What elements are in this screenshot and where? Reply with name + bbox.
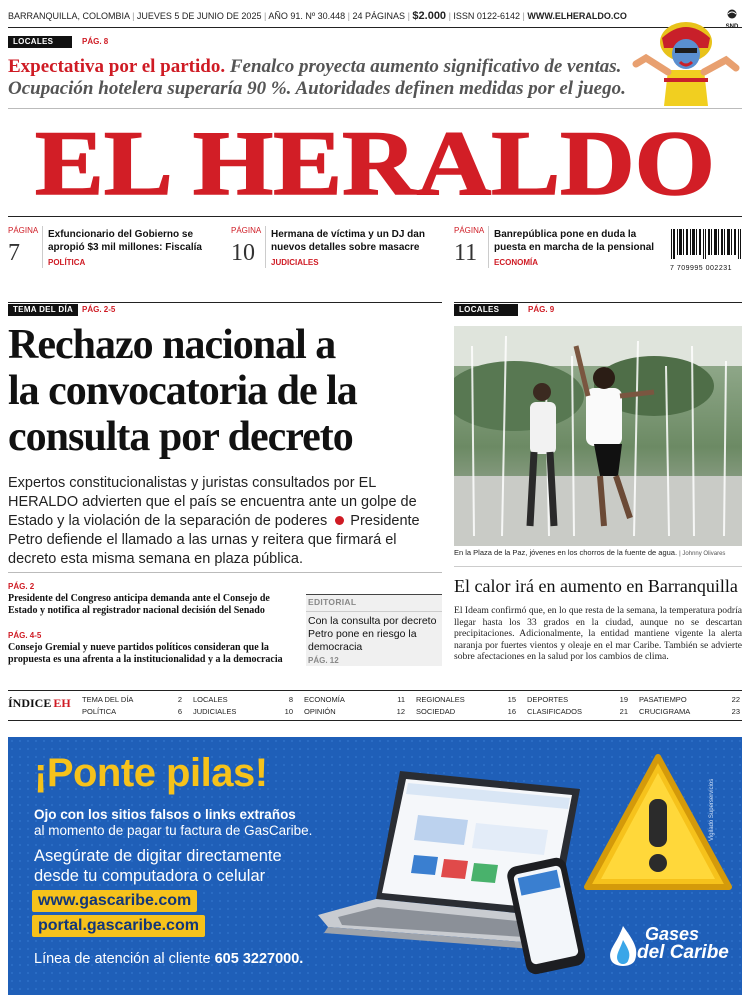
issn: ISSN 0122-6142 [453,11,520,21]
index-item[interactable] [527,707,628,717]
top-story-lead-rest: Fenalco proyecta aumento significativo de ventas. [225,56,622,77]
newspaper-logo[interactable] [8,118,742,206]
brand-line-1: Gases [645,924,700,944]
teaser-divider [265,226,266,268]
teaser-3-page: 11 [454,240,478,266]
teaser-2-label: PÁGINA [231,226,262,235]
teaser-divider [488,226,489,268]
side-item-2-text[interactable]: Consejo Gremial y nueve partidos políticos consideran que la propuesta es una afrenta a la institucionalidad y a la democracia [8,642,283,665]
index-title [8,695,71,711]
locales-rule [454,302,742,303]
main-headline-line-3: consulta por decreto [8,414,353,460]
index-item-page: 23 [731,707,740,716]
index-item-page: 21 [619,707,628,716]
price: $2.000 [412,10,447,22]
index-item-name: REGIONALES [416,695,465,704]
ad-headline: ¡Ponte pilas! [34,751,268,795]
ad-line-3: Asegúrate de digitar directamente [34,847,282,865]
index-item[interactable] [82,695,182,705]
editorial-box[interactable] [306,594,442,666]
index-item-page: 16 [507,707,516,716]
index-item[interactable] [193,695,293,705]
teaser-1-page: 7 [8,240,20,266]
bullet-icon [335,516,344,525]
ad-url-2[interactable]: portal.gascaribe.com [32,915,205,937]
index-item-name: OPINIÓN [304,707,336,716]
teaser-1-section: POLÍTICA [48,258,86,267]
laptop-phone-illustration [318,765,608,975]
main-headline-line-1: Rechazo nacional a [8,322,336,368]
website[interactable]: WWW.ELHERALDO.CO [527,11,627,21]
ad-line-1: Ojo con los sitios falsos o links extraños [34,807,296,822]
page-count: 24 PÁGINAS [352,11,406,21]
index-item[interactable] [639,707,740,717]
mascot-illustration [628,18,742,110]
teaser-2-page: 10 [231,240,255,266]
index-item-page: 6 [177,707,182,716]
index-item-name: DEPORTES [527,695,569,704]
main-headline[interactable] [8,322,448,460]
logo-text: EL HERALDO [35,118,715,206]
side-item-1-text[interactable]: Presidente del Congreso anticipa demanda ante el Consejo de Estado y notifica al registrador nacional decisión del Senado [8,593,270,616]
top-story-line-2[interactable]: Ocupación hotelera superaría 90 %. Autoridades definen medidas por el juego. [8,78,626,99]
ad-contact-label: Línea de atención al cliente [34,951,211,967]
brand-line-2: del Caribe [637,942,729,963]
index-item-name: SOCIEDAD [416,707,456,716]
teaser-3-text: Banrepública pone en duda la puesta en marcha de la pensional [494,229,655,253]
index-item-page: 19 [619,695,628,704]
photo-credit: | Johnny Olivares [679,551,726,557]
editorial-label: EDITORIAL [308,597,357,607]
index-item-page: 12 [396,707,405,716]
date: JUEVES 5 DE JUNIO DE 2025 [136,11,262,21]
index-title-text: ÍNDICE [8,696,52,710]
side-item-1-page: PÁG. 2 [8,582,35,591]
section-tag-locales-top: LOCALES [8,36,72,48]
logo-rule [8,216,742,217]
ad-line-4: desde tu computadora o celular [34,867,266,885]
index-item-name: CLASIFICADOS [527,707,583,716]
main-story-deck [8,474,442,569]
main-headline-line-2: la convocatoria de la [8,368,357,414]
ad-side-note: Vigilado Superservicios [709,778,715,841]
index-logo-mark: EH [53,696,71,710]
flame-icon [605,924,641,972]
side-item-2-page: PÁG. 4-5 [8,631,42,640]
index-item[interactable] [639,695,740,705]
barcode-bars [670,229,742,259]
top-story-page: PÁG. 8 [82,37,109,46]
main-story-bottom-rule [8,572,442,573]
gascaribe-ad[interactable] [8,737,742,995]
ad-contact-number: 605 3227000. [214,951,304,967]
main-story-rule [8,302,442,303]
index-item-name: ECONOMÍA [304,695,345,704]
index-item[interactable] [193,707,293,717]
editorial-text: Con la consulta por decreto Petro pone en riesgo la democracia [308,615,437,653]
main-story-deck-text: Expertos constitucionalistas y juristas consultados por EL HERALDO advierten que el país se encuentra ante un golpe de Estado y la violación de la separación de poderes [8,475,417,529]
main-story-page: PÁG. 2-5 [82,305,116,314]
editorial-page: PÁG. 12 [308,656,339,665]
teaser-1-text: Exfuncionario del Gobierno se apropió $3 mil millones: Fiscalía [48,229,202,253]
index-item[interactable] [304,695,405,705]
photo-caption-text: En la Plaza de la Paz, jóvenes en los chorros de la fuente de agua. [454,548,678,557]
masthead-info-bar: BARRANQUILLA, COLOMBIA | JUEVES 5 DE JUNIO DE 2025 | AÑO 91. Nº 30.448 | 24 PÁGINAS | $2.000 | ISSN 0122-6142 | WWW.ELHERALDO.CO [8,10,627,22]
index-item-name: TEMA DEL DÍA [82,695,134,704]
issue-number: AÑO 91. Nº 30.448 [268,11,346,21]
index-item[interactable] [527,695,628,705]
index-item-page: 2 [177,695,182,704]
index-item-name: LOCALES [193,695,228,704]
editorial-divider [306,611,442,612]
teaser-2-text: Hermana de víctima y un DJ dan nuevos detalles sobre masacre [271,229,425,253]
photo-caption [454,548,742,559]
locales-body: El Ideam confirmó que, en lo que resta de la semana, la temperatura podría llegar hasta los 33 grados en la ciudad, aunque no se descartan precipitaciones. Adicionalmente, la entidad mantiene vigente la alerta naranja por fuertes vientos y oleaje en el mar Caribe. También se advierte sobre afectaciones en la salud por los cambios de clima. [454,605,742,662]
index-item-page: 15 [507,695,516,704]
index-item[interactable] [82,707,182,717]
index-item-name: PASATIEMPO [639,695,687,704]
locales-story-page: PÁG. 9 [528,305,555,314]
teaser-2-section: JUDICIALES [271,258,319,267]
index-item[interactable] [304,707,405,717]
index-item-page: 10 [284,707,293,716]
top-story-lead: Expectativa por el partido. [8,56,226,77]
index-item-page: 22 [731,695,740,704]
locales-headline[interactable]: El calor irá en aumento en Barranquilla [454,576,738,596]
index-top-rule [8,690,742,691]
main-story-bullet: Presidente Petro defiende el llamado a las urnas y reitera que firmará el decreto esta misma semana en plaza pública. [8,513,420,567]
locales-caption-rule [454,566,742,567]
teaser-divider [42,226,43,268]
index-item-page: 11 [397,695,405,704]
ad-contact [34,949,303,969]
index-item-name: CRUCIGRAMA [639,707,691,716]
ad-line-2: al momento de pagar tu factura de GasCaribe. [34,823,313,838]
index-item-name: POLÍTICA [82,707,117,716]
city: BARRANQUILLA, COLOMBIA [8,11,130,21]
teaser-1-label: PÁGINA [8,226,39,235]
index-item[interactable] [416,695,516,705]
index-item[interactable] [416,707,516,717]
barcode [670,229,742,272]
section-tag-locales: LOCALES [454,304,518,316]
ad-url-1[interactable]: www.gascaribe.com [32,890,197,912]
index-item-name: JUDICIALES [193,707,237,716]
index-bottom-rule [8,720,742,721]
index-item-page: 8 [288,695,293,704]
gases-del-caribe-logo [605,922,731,974]
teaser-3-label: PÁGINA [454,226,485,235]
barcode-number: 7 709995 002231 [670,265,732,272]
top-story-rule [8,108,742,109]
top-story-line-1[interactable] [8,55,648,79]
teaser-3-section: ECONOMÍA [494,258,538,267]
fountain-photo [454,326,742,546]
section-tag-tema-del-dia: TEMA DEL DÍA [8,304,78,316]
